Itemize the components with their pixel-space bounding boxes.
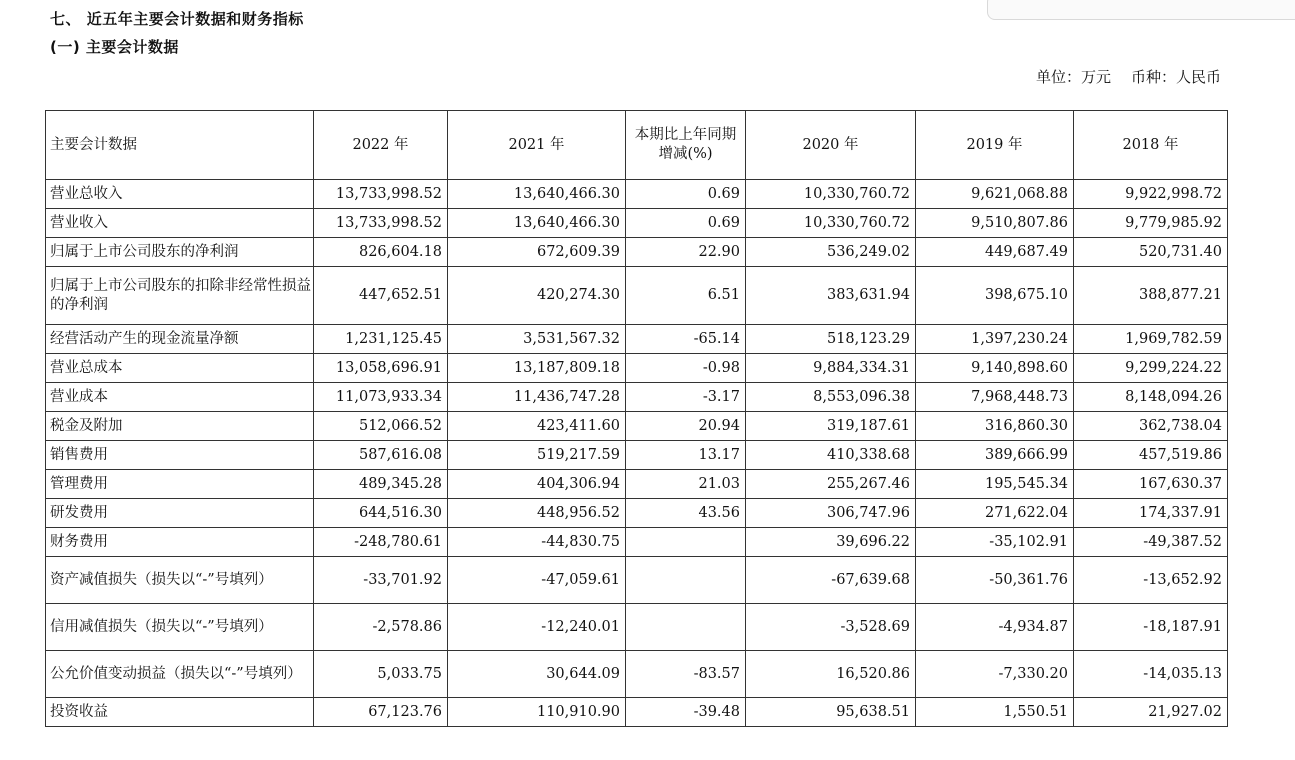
row-label: 归属于上市公司股东的扣除非经常性损益的净利润 bbox=[46, 267, 314, 325]
row-label: 营业收入 bbox=[46, 209, 314, 238]
table-row bbox=[46, 441, 1228, 470]
table-cell: 519,217.59 bbox=[448, 441, 626, 470]
row-label: 研发费用 bbox=[46, 499, 314, 528]
table-cell: 21.03 bbox=[626, 470, 746, 499]
table-cell: -33,701.92 bbox=[314, 557, 448, 604]
currency-label: 币种：人民币 bbox=[1130, 68, 1221, 86]
row-label: 营业成本 bbox=[46, 383, 314, 412]
table-cell: 388,877.21 bbox=[1074, 267, 1228, 325]
table-row bbox=[46, 528, 1228, 557]
table-cell: 536,249.02 bbox=[746, 238, 916, 267]
table-cell: 95,638.51 bbox=[746, 698, 916, 727]
table-cell: 518,123.29 bbox=[746, 325, 916, 354]
table-cell: 3,531,567.32 bbox=[448, 325, 626, 354]
row-label: 管理费用 bbox=[46, 470, 314, 499]
table-cell: 195,545.34 bbox=[916, 470, 1074, 499]
table-cell: 13,733,998.52 bbox=[314, 209, 448, 238]
table-cell: 1,397,230.24 bbox=[916, 325, 1074, 354]
row-label: 归属于上市公司股东的净利润 bbox=[46, 238, 314, 267]
column-header: 2019 年 bbox=[916, 111, 1074, 180]
table-cell: -3,528.69 bbox=[746, 604, 916, 651]
table-cell: 20.94 bbox=[626, 412, 746, 441]
table-cell: 410,338.68 bbox=[746, 441, 916, 470]
table-row bbox=[46, 325, 1228, 354]
table-cell: 489,345.28 bbox=[314, 470, 448, 499]
column-header: 本期比上年同期增减(%) bbox=[626, 111, 746, 180]
row-label: 公允价值变动损益（损失以“-”号填列） bbox=[46, 651, 314, 698]
table-cell bbox=[626, 528, 746, 557]
table-cell: 8,553,096.38 bbox=[746, 383, 916, 412]
table-cell: 255,267.46 bbox=[746, 470, 916, 499]
table-cell: 9,140,898.60 bbox=[916, 354, 1074, 383]
table-cell: 13,058,696.91 bbox=[314, 354, 448, 383]
table-cell: -39.48 bbox=[626, 698, 746, 727]
table-cell: 5,033.75 bbox=[314, 651, 448, 698]
table-cell: 389,666.99 bbox=[916, 441, 1074, 470]
table-cell: 9,922,998.72 bbox=[1074, 180, 1228, 209]
table-row bbox=[46, 238, 1228, 267]
table-cell: -18,187.91 bbox=[1074, 604, 1228, 651]
table-cell: -0.98 bbox=[626, 354, 746, 383]
table-cell: 13,187,809.18 bbox=[448, 354, 626, 383]
table-cell: 67,123.76 bbox=[314, 698, 448, 727]
table-cell: 6.51 bbox=[626, 267, 746, 325]
row-label: 税金及附加 bbox=[46, 412, 314, 441]
row-label: 销售费用 bbox=[46, 441, 314, 470]
table-body bbox=[46, 180, 1228, 727]
table-row bbox=[46, 604, 1228, 651]
table-cell: 520,731.40 bbox=[1074, 238, 1228, 267]
table-cell: 10,330,760.72 bbox=[746, 180, 916, 209]
column-header: 2022 年 bbox=[314, 111, 448, 180]
table-cell: -2,578.86 bbox=[314, 604, 448, 651]
table-row bbox=[46, 267, 1228, 325]
table-cell: 1,550.51 bbox=[916, 698, 1074, 727]
table-cell: -44,830.75 bbox=[448, 528, 626, 557]
table-cell: 43.56 bbox=[626, 499, 746, 528]
unit-label: 单位：万元 bbox=[1035, 68, 1111, 86]
table-cell: -13,652.92 bbox=[1074, 557, 1228, 604]
table-cell: 319,187.61 bbox=[746, 412, 916, 441]
table-cell: 644,516.30 bbox=[314, 499, 448, 528]
table-row bbox=[46, 180, 1228, 209]
table-header-row bbox=[46, 111, 1228, 180]
table-cell: 457,519.86 bbox=[1074, 441, 1228, 470]
table-cell: 11,436,747.28 bbox=[448, 383, 626, 412]
table-cell bbox=[626, 604, 746, 651]
table-cell: 9,884,334.31 bbox=[746, 354, 916, 383]
table-row bbox=[46, 698, 1228, 727]
table-cell: 10,330,760.72 bbox=[746, 209, 916, 238]
table-cell: 0.69 bbox=[626, 180, 746, 209]
table-cell: -35,102.91 bbox=[916, 528, 1074, 557]
table-cell: 21,927.02 bbox=[1074, 698, 1228, 727]
section-heading: 七、 近五年主要会计数据和财务指标 bbox=[50, 10, 304, 28]
table-row bbox=[46, 470, 1228, 499]
table-cell: 30,644.09 bbox=[448, 651, 626, 698]
table-cell: 383,631.94 bbox=[746, 267, 916, 325]
table-cell: -67,639.68 bbox=[746, 557, 916, 604]
row-label: 财务费用 bbox=[46, 528, 314, 557]
table-cell: -14,035.13 bbox=[1074, 651, 1228, 698]
table-cell: -65.14 bbox=[626, 325, 746, 354]
table-cell: -7,330.20 bbox=[916, 651, 1074, 698]
table-cell: 420,274.30 bbox=[448, 267, 626, 325]
table-cell: 306,747.96 bbox=[746, 499, 916, 528]
table-cell: 9,779,985.92 bbox=[1074, 209, 1228, 238]
table-cell: 9,299,224.22 bbox=[1074, 354, 1228, 383]
row-label: 信用减值损失（损失以“-”号填列） bbox=[46, 604, 314, 651]
table-cell bbox=[626, 557, 746, 604]
table-cell: 174,337.91 bbox=[1074, 499, 1228, 528]
table-cell: -4,934.87 bbox=[916, 604, 1074, 651]
table-cell: 13.17 bbox=[626, 441, 746, 470]
table-cell: -47,059.61 bbox=[448, 557, 626, 604]
table-cell: 512,066.52 bbox=[314, 412, 448, 441]
row-label: 资产减值损失（损失以“-”号填列） bbox=[46, 557, 314, 604]
table-cell: 9,621,068.88 bbox=[916, 180, 1074, 209]
table-cell: 316,860.30 bbox=[916, 412, 1074, 441]
row-label: 经营活动产生的现金流量净额 bbox=[46, 325, 314, 354]
column-header: 2020 年 bbox=[746, 111, 916, 180]
table-cell: 447,652.51 bbox=[314, 267, 448, 325]
table-cell: 0.69 bbox=[626, 209, 746, 238]
table-cell: 672,609.39 bbox=[448, 238, 626, 267]
table-row bbox=[46, 412, 1228, 441]
table-cell: 449,687.49 bbox=[916, 238, 1074, 267]
table-row bbox=[46, 383, 1228, 412]
table-cell: -12,240.01 bbox=[448, 604, 626, 651]
table-cell: 1,969,782.59 bbox=[1074, 325, 1228, 354]
table-cell: 1,231,125.45 bbox=[314, 325, 448, 354]
table-cell: 271,622.04 bbox=[916, 499, 1074, 528]
table-cell: 13,640,466.30 bbox=[448, 180, 626, 209]
table-row bbox=[46, 651, 1228, 698]
subsection-heading: (一) 主要会计数据 bbox=[50, 38, 179, 56]
table-cell: 16,520.86 bbox=[746, 651, 916, 698]
table-cell: -248,780.61 bbox=[314, 528, 448, 557]
table-cell: -50,361.76 bbox=[916, 557, 1074, 604]
row-label: 营业总成本 bbox=[46, 354, 314, 383]
table-cell: -3.17 bbox=[626, 383, 746, 412]
corner-panel bbox=[987, 0, 1295, 20]
table-cell: 110,910.90 bbox=[448, 698, 626, 727]
table-row bbox=[46, 557, 1228, 604]
table-cell: 7,968,448.73 bbox=[916, 383, 1074, 412]
table-cell: 13,640,466.30 bbox=[448, 209, 626, 238]
table-cell: -49,387.52 bbox=[1074, 528, 1228, 557]
unit-note bbox=[1036, 66, 1221, 87]
table-cell: 398,675.10 bbox=[916, 267, 1074, 325]
table-cell: 167,630.37 bbox=[1074, 470, 1228, 499]
table-cell: 587,616.08 bbox=[314, 441, 448, 470]
table-row bbox=[46, 354, 1228, 383]
table-cell: 13,733,998.52 bbox=[314, 180, 448, 209]
table-cell: 11,073,933.34 bbox=[314, 383, 448, 412]
table-cell: 39,696.22 bbox=[746, 528, 916, 557]
table-cell: 448,956.52 bbox=[448, 499, 626, 528]
row-label: 投资收益 bbox=[46, 698, 314, 727]
table-cell: -83.57 bbox=[626, 651, 746, 698]
accounting-data-table bbox=[45, 110, 1228, 727]
table-cell: 22.90 bbox=[626, 238, 746, 267]
table-cell: 826,604.18 bbox=[314, 238, 448, 267]
table-cell: 423,411.60 bbox=[448, 412, 626, 441]
column-header: 主要会计数据 bbox=[46, 111, 314, 180]
table-cell: 8,148,094.26 bbox=[1074, 383, 1228, 412]
table-cell: 362,738.04 bbox=[1074, 412, 1228, 441]
column-header: 2018 年 bbox=[1074, 111, 1228, 180]
table-row bbox=[46, 209, 1228, 238]
table-cell: 404,306.94 bbox=[448, 470, 626, 499]
row-label: 营业总收入 bbox=[46, 180, 314, 209]
table-row bbox=[46, 499, 1228, 528]
column-header: 2021 年 bbox=[448, 111, 626, 180]
table-cell: 9,510,807.86 bbox=[916, 209, 1074, 238]
